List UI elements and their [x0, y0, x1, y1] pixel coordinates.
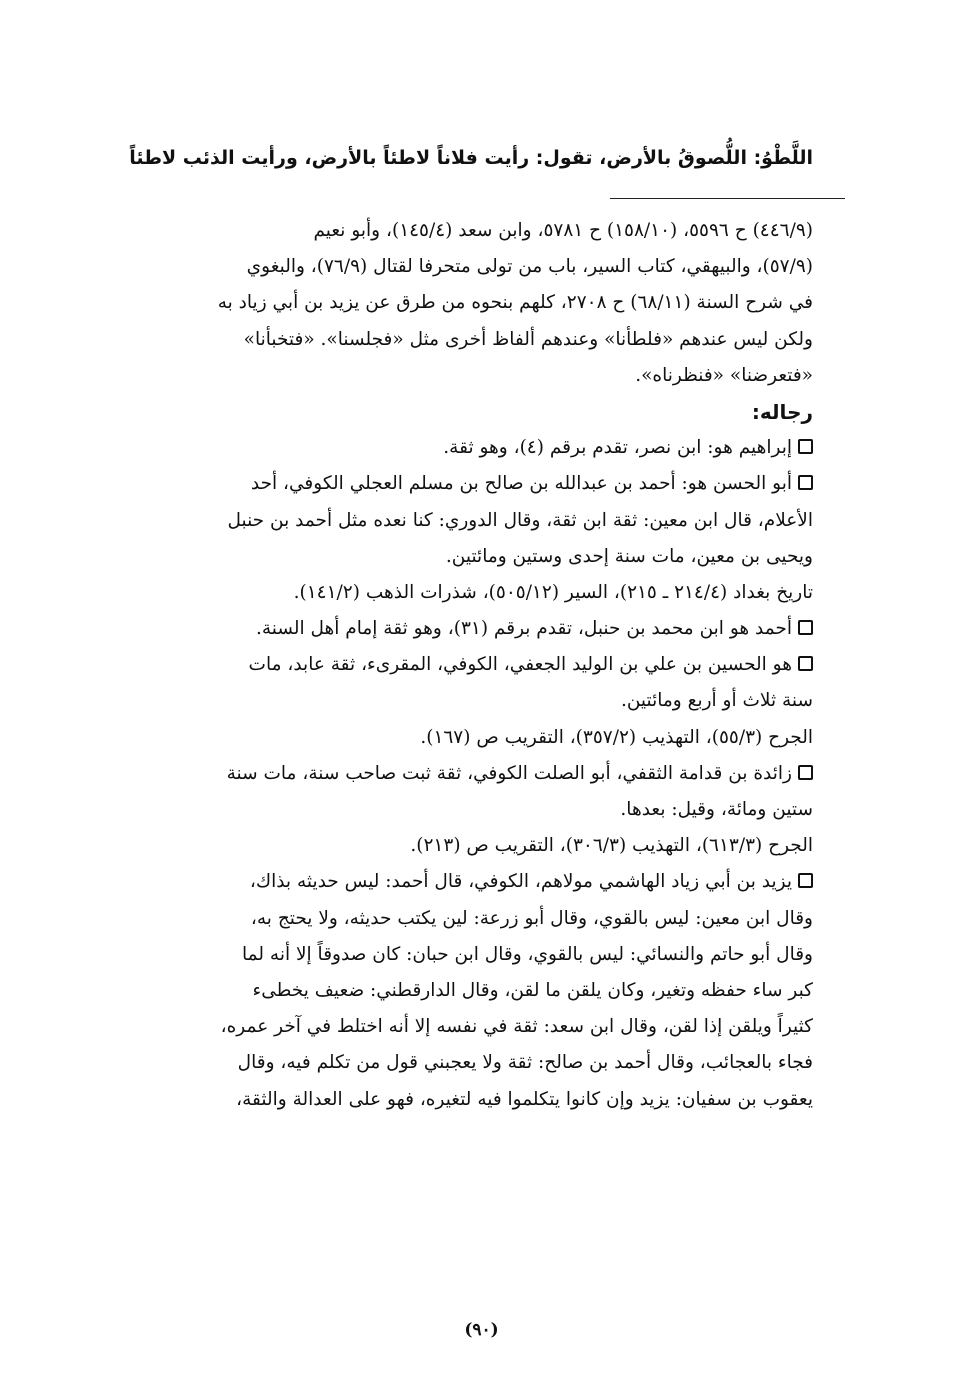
square-bullet-icon: [798, 656, 813, 671]
entry-text: يعقوب بن سفيان: يزيد وإن كانوا يتكلموا فيه لتغيره، فهو على العدالة والثقة،: [236, 1088, 813, 1110]
entry-text: يزيد بن أبي زياد الهاشمي مولاهم، الكوفي، قال أحمد: ليس حديثه بذاك،: [249, 871, 792, 893]
entry-reference: الجرح (٦١٣/٣)، التهذيب (٣٠٦/٣)، التقريب ص (٢١٣).: [410, 835, 813, 857]
square-bullet-icon: [798, 620, 813, 635]
entry-text: ويحيى بن معين، مات سنة إحدى وستين ومائتين.: [445, 545, 813, 567]
entry-text: أحمد هو ابن محمد بن حنبل، تقدم برقم (٣١)، وهو ثقة إمام أهل السنة.: [255, 618, 792, 640]
entry-text: سنة ثلاث أو أربع ومائتين.: [620, 690, 813, 712]
entry-reference: تاريخ بغداد (٢١٤/٤ ـ ٢١٥)، السير (٥٠٥/١٢)، شذرات الذهب (١٤١/٢).: [293, 581, 813, 603]
entry-text: كبر ساء حفظه وتغير، وكان يلقن ما لقن، وقال الدارقطني: ضعيف يخطىء: [252, 979, 813, 1001]
footnote-line: «فتعرضنا» «فنظرناه».: [635, 364, 813, 386]
entry-text: فجاء بالعجائب، وقال أحمد بن صالح: ثقة ولا يعجبني قول من تكلم فيه، وقال: [237, 1052, 813, 1074]
square-bullet-icon: [798, 873, 813, 888]
narrator-entry: [127, 466, 813, 502]
page-header-text: اللَّطْوُ: اللُّصوقُ بالأرض، تقول: رأيت فلاناً لاطئاً بالأرض، ورأيت الذئب لاطئاً: [129, 147, 813, 169]
entry-text: الأعلام، قال ابن معين: ثقة ابن ثقة، وقال الدوري: كنا نعده مثل أحمد بن حنبل: [227, 509, 813, 531]
square-bullet-icon: [798, 475, 813, 490]
page-number: (٩٠): [464, 1320, 499, 1340]
page-body: [127, 213, 813, 1118]
narrator-entry: [127, 864, 813, 900]
entry-text: كثيراً ويلقن إذا لقن، وقال ابن سعد: ثقة في نفسه إلا أنه اختلط في آخر عمره،: [220, 1016, 813, 1038]
footnote-line: (٥٧/٩)، والبيهقي، كتاب السير، باب من تولى متحرفا لقتال (٧٦/٩)، والبغوي: [246, 256, 813, 278]
entry-text: هو الحسين بن علي بن الوليد الجعفي، الكوفي، المقرىء، ثقة عابد، مات: [248, 654, 792, 676]
entry-text: إبراهيم هو: ابن نصر، تقدم برقم (٤)، وهو ثقة.: [443, 437, 792, 459]
footnote-line: ولكن ليس عندهم «فلطأنا» وعندهم ألفاظ أخرى مثل «فجلسنا». «فتخبأنا»: [243, 328, 813, 350]
footnote-separator: [610, 198, 845, 199]
footnote-line: (٤٤٦/٩) ح ٥٥٩٦، (١٥٨/١٠) ح ٥٧٨١، وابن سعد (١٤٥/٤)، وأبو نعيم: [313, 220, 813, 241]
entry-text: وقال أبو حاتم والنسائي: ليس بالقوي، وقال ابن حبان: كان صدوقاً إلا أنه لما: [242, 943, 813, 965]
narrator-entry: [127, 756, 813, 792]
square-bullet-icon: [798, 765, 813, 780]
entry-text: أبو الحسن هو: أحمد بن عبدالله بن صالح بن مسلم العجلي الكوفي، أحد: [250, 473, 792, 495]
entry-reference: الجرح (٥٥/٣)، التهذيب (٣٥٧/٢)، التقريب ص (١٦٧).: [420, 726, 813, 748]
section-heading: رجاله:: [751, 399, 813, 424]
narrator-entry: [127, 430, 813, 466]
narrator-entry: [127, 647, 813, 683]
entry-text: وقال ابن معين: ليس بالقوي، وقال أبو زرعة: لين يكتب حديثه، ولا يحتج به،: [250, 907, 813, 929]
narrator-entry: [127, 611, 813, 647]
square-bullet-icon: [798, 439, 813, 454]
footnote-line: في شرح السنة (٦٨/١١) ح ٢٧٠٨، كلهم بنحوه من طرق عن يزيد بن أبي زياد به: [217, 292, 813, 314]
entry-text: ستين ومائة، وقيل: بعدها.: [620, 799, 813, 820]
entry-text: زائدة بن قدامة الثقفي، أبو الصلت الكوفي، ثقة ثبت صاحب سنة، مات سنة: [226, 762, 792, 784]
